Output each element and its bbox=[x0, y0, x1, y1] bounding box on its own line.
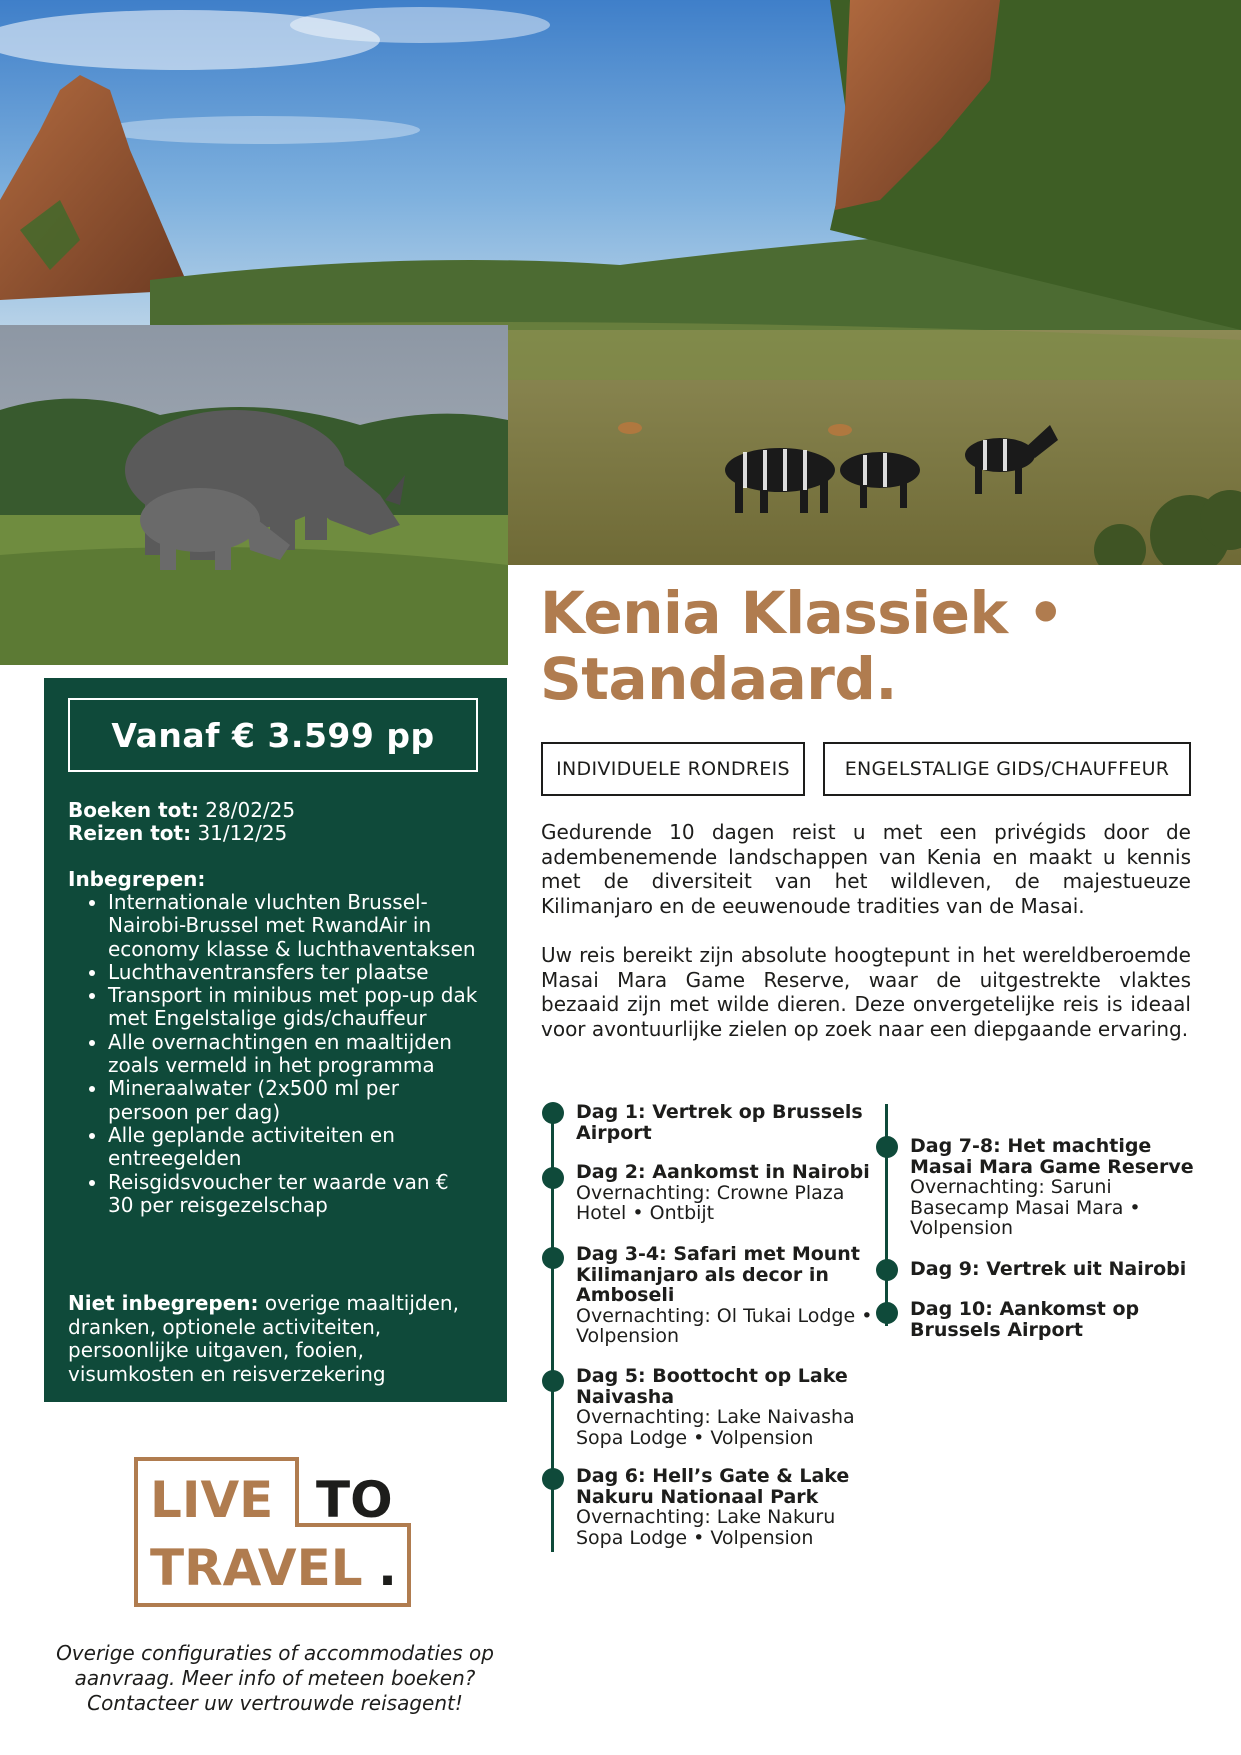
live-to-travel-logo bbox=[134, 1457, 414, 1607]
timeline-dot bbox=[542, 1468, 564, 1490]
itinerary-detail: Overnachting: Lake Nakuru Sopa Lodge • Volpension bbox=[576, 1506, 836, 1549]
itinerary-detail: Overnachting: Crowne Plaza Hotel • Ontbijt bbox=[576, 1181, 845, 1224]
timeline-dot bbox=[542, 1247, 564, 1269]
itinerary-day bbox=[576, 1102, 876, 1143]
tag-english-guide: ENGELSTALIGE GIDS/CHAUFFEUR bbox=[823, 742, 1191, 796]
excluded-block bbox=[68, 1292, 488, 1386]
included-item: • Alle geplande activiteiten en entreegelden bbox=[108, 1124, 478, 1171]
itinerary-heading: Dag 6: Hell’s Gate & Lake Nakuru Nationaal Park bbox=[576, 1465, 850, 1508]
logo-word-travel: TRAVEL bbox=[150, 1539, 363, 1597]
timeline-dot bbox=[542, 1102, 564, 1124]
itinerary-day bbox=[576, 1244, 876, 1347]
itinerary-day bbox=[910, 1259, 1200, 1280]
included-item: • Internationale vluchten Brussel-Nairobi-Brussel met RwandAir in economy klasse & luchthaventaksen bbox=[108, 891, 478, 961]
timeline-dot bbox=[542, 1167, 564, 1189]
book-until-value: 28/02/25 bbox=[198, 798, 296, 822]
included-title: Inbegrepen: bbox=[68, 867, 206, 891]
timeline-dot bbox=[876, 1259, 898, 1281]
itinerary-detail: Overnachting: Saruni Basecamp Masai Mara • Volpension bbox=[910, 1176, 1141, 1239]
price-panel bbox=[44, 678, 507, 1402]
travel-until-label: Reizen tot: bbox=[68, 821, 192, 845]
logo-word-to: TO bbox=[316, 1471, 393, 1529]
itinerary-day bbox=[910, 1299, 1200, 1340]
page-title: Kenia Klassiek • Standaard. bbox=[540, 579, 1064, 713]
footnote: Overige configuraties of accommodaties op aanvraag. Meer info of meteen boeken? Contacteer uw vertrouwde reisagent! bbox=[56, 1641, 494, 1715]
logo-dot: . bbox=[378, 1539, 397, 1597]
intro-paragraph: Gedurende 10 dagen reist u met een privégids door de adembenemende landschappen van Kenia en maakt u kennis met de diversiteit van het wildleven, de majestueuze Kilimanjaro en de eeuwenoude tradities van de Masai. bbox=[541, 820, 1191, 918]
intro-paragraph: Uw reis bereikt zijn absolute hoogtepunt in het wereldberoemde Masai Mara Game Reserve, waar de uitgestrekte vlaktes bezaaid zijn met wilde dieren. Deze onvergetelijke reis is ideaal voor avontuurlijke zielen op zoek naar een diepgaande ervaring. bbox=[541, 943, 1191, 1041]
included-item: • Mineraalwater (2x500 ml per persoon per dag) bbox=[108, 1077, 478, 1124]
price-label: Vanaf € 3.599 pp bbox=[68, 698, 478, 772]
travel-until-value: 31/12/25 bbox=[191, 821, 288, 845]
itinerary-heading: Dag 3-4: Safari met Mount Kilimanjaro als decor in Amboseli bbox=[576, 1243, 860, 1306]
itinerary-heading: Dag 10: Aankomst op Brussels Airport bbox=[910, 1298, 1140, 1341]
dates-block bbox=[68, 799, 295, 845]
book-until-label: Boeken tot: bbox=[68, 798, 199, 822]
excluded-label: Niet inbegrepen: bbox=[68, 1291, 259, 1315]
tag-individual-tour: INDIVIDUELE RONDREIS bbox=[541, 742, 805, 796]
itinerary-day bbox=[576, 1162, 876, 1224]
included-item: • Transport in minibus met pop-up dak met Engelstalige gids/chauffeur bbox=[108, 984, 478, 1031]
included-list bbox=[68, 891, 478, 1217]
rhino-photo bbox=[0, 325, 508, 665]
itinerary-detail: Overnachting: Lake Naivasha Sopa Lodge • Volpension bbox=[576, 1406, 855, 1449]
included-item: • Alle overnachtingen en maaltijden zoals vermeld in het programma bbox=[108, 1031, 478, 1078]
itinerary-detail: Overnachting: Ol Tukai Lodge • Volpension bbox=[576, 1304, 873, 1347]
itinerary-day bbox=[576, 1366, 876, 1448]
included-item: • Reisgidsvoucher ter waarde van € 30 per reisgezelschap bbox=[108, 1171, 478, 1218]
timeline-dot bbox=[876, 1302, 898, 1324]
timeline-dot bbox=[542, 1370, 564, 1392]
itinerary-day bbox=[910, 1136, 1200, 1239]
excluded-value: overige maaltijden, dranken, optionele activiteiten, persoonlijke uitgaven, fooien, visumkosten en reisverzekering bbox=[68, 1291, 459, 1386]
timeline-dot bbox=[876, 1136, 898, 1158]
itinerary-heading: Dag 2: Aankomst in Nairobi bbox=[576, 1161, 870, 1183]
itinerary-heading: Dag 5: Boottocht op Lake Naivasha bbox=[576, 1365, 848, 1408]
itinerary-heading: Dag 7-8: Het machtige Masai Mara Game Reserve bbox=[910, 1135, 1194, 1178]
included-item: • Luchthaventransfers ter plaatse bbox=[108, 961, 478, 984]
logo-word-live: LIVE bbox=[150, 1471, 274, 1529]
itinerary-heading: Dag 1: Vertrek op Brussels Airport bbox=[576, 1101, 863, 1144]
itinerary-heading: Dag 9: Vertrek uit Nairobi bbox=[910, 1258, 1187, 1280]
itinerary-day bbox=[576, 1466, 876, 1548]
